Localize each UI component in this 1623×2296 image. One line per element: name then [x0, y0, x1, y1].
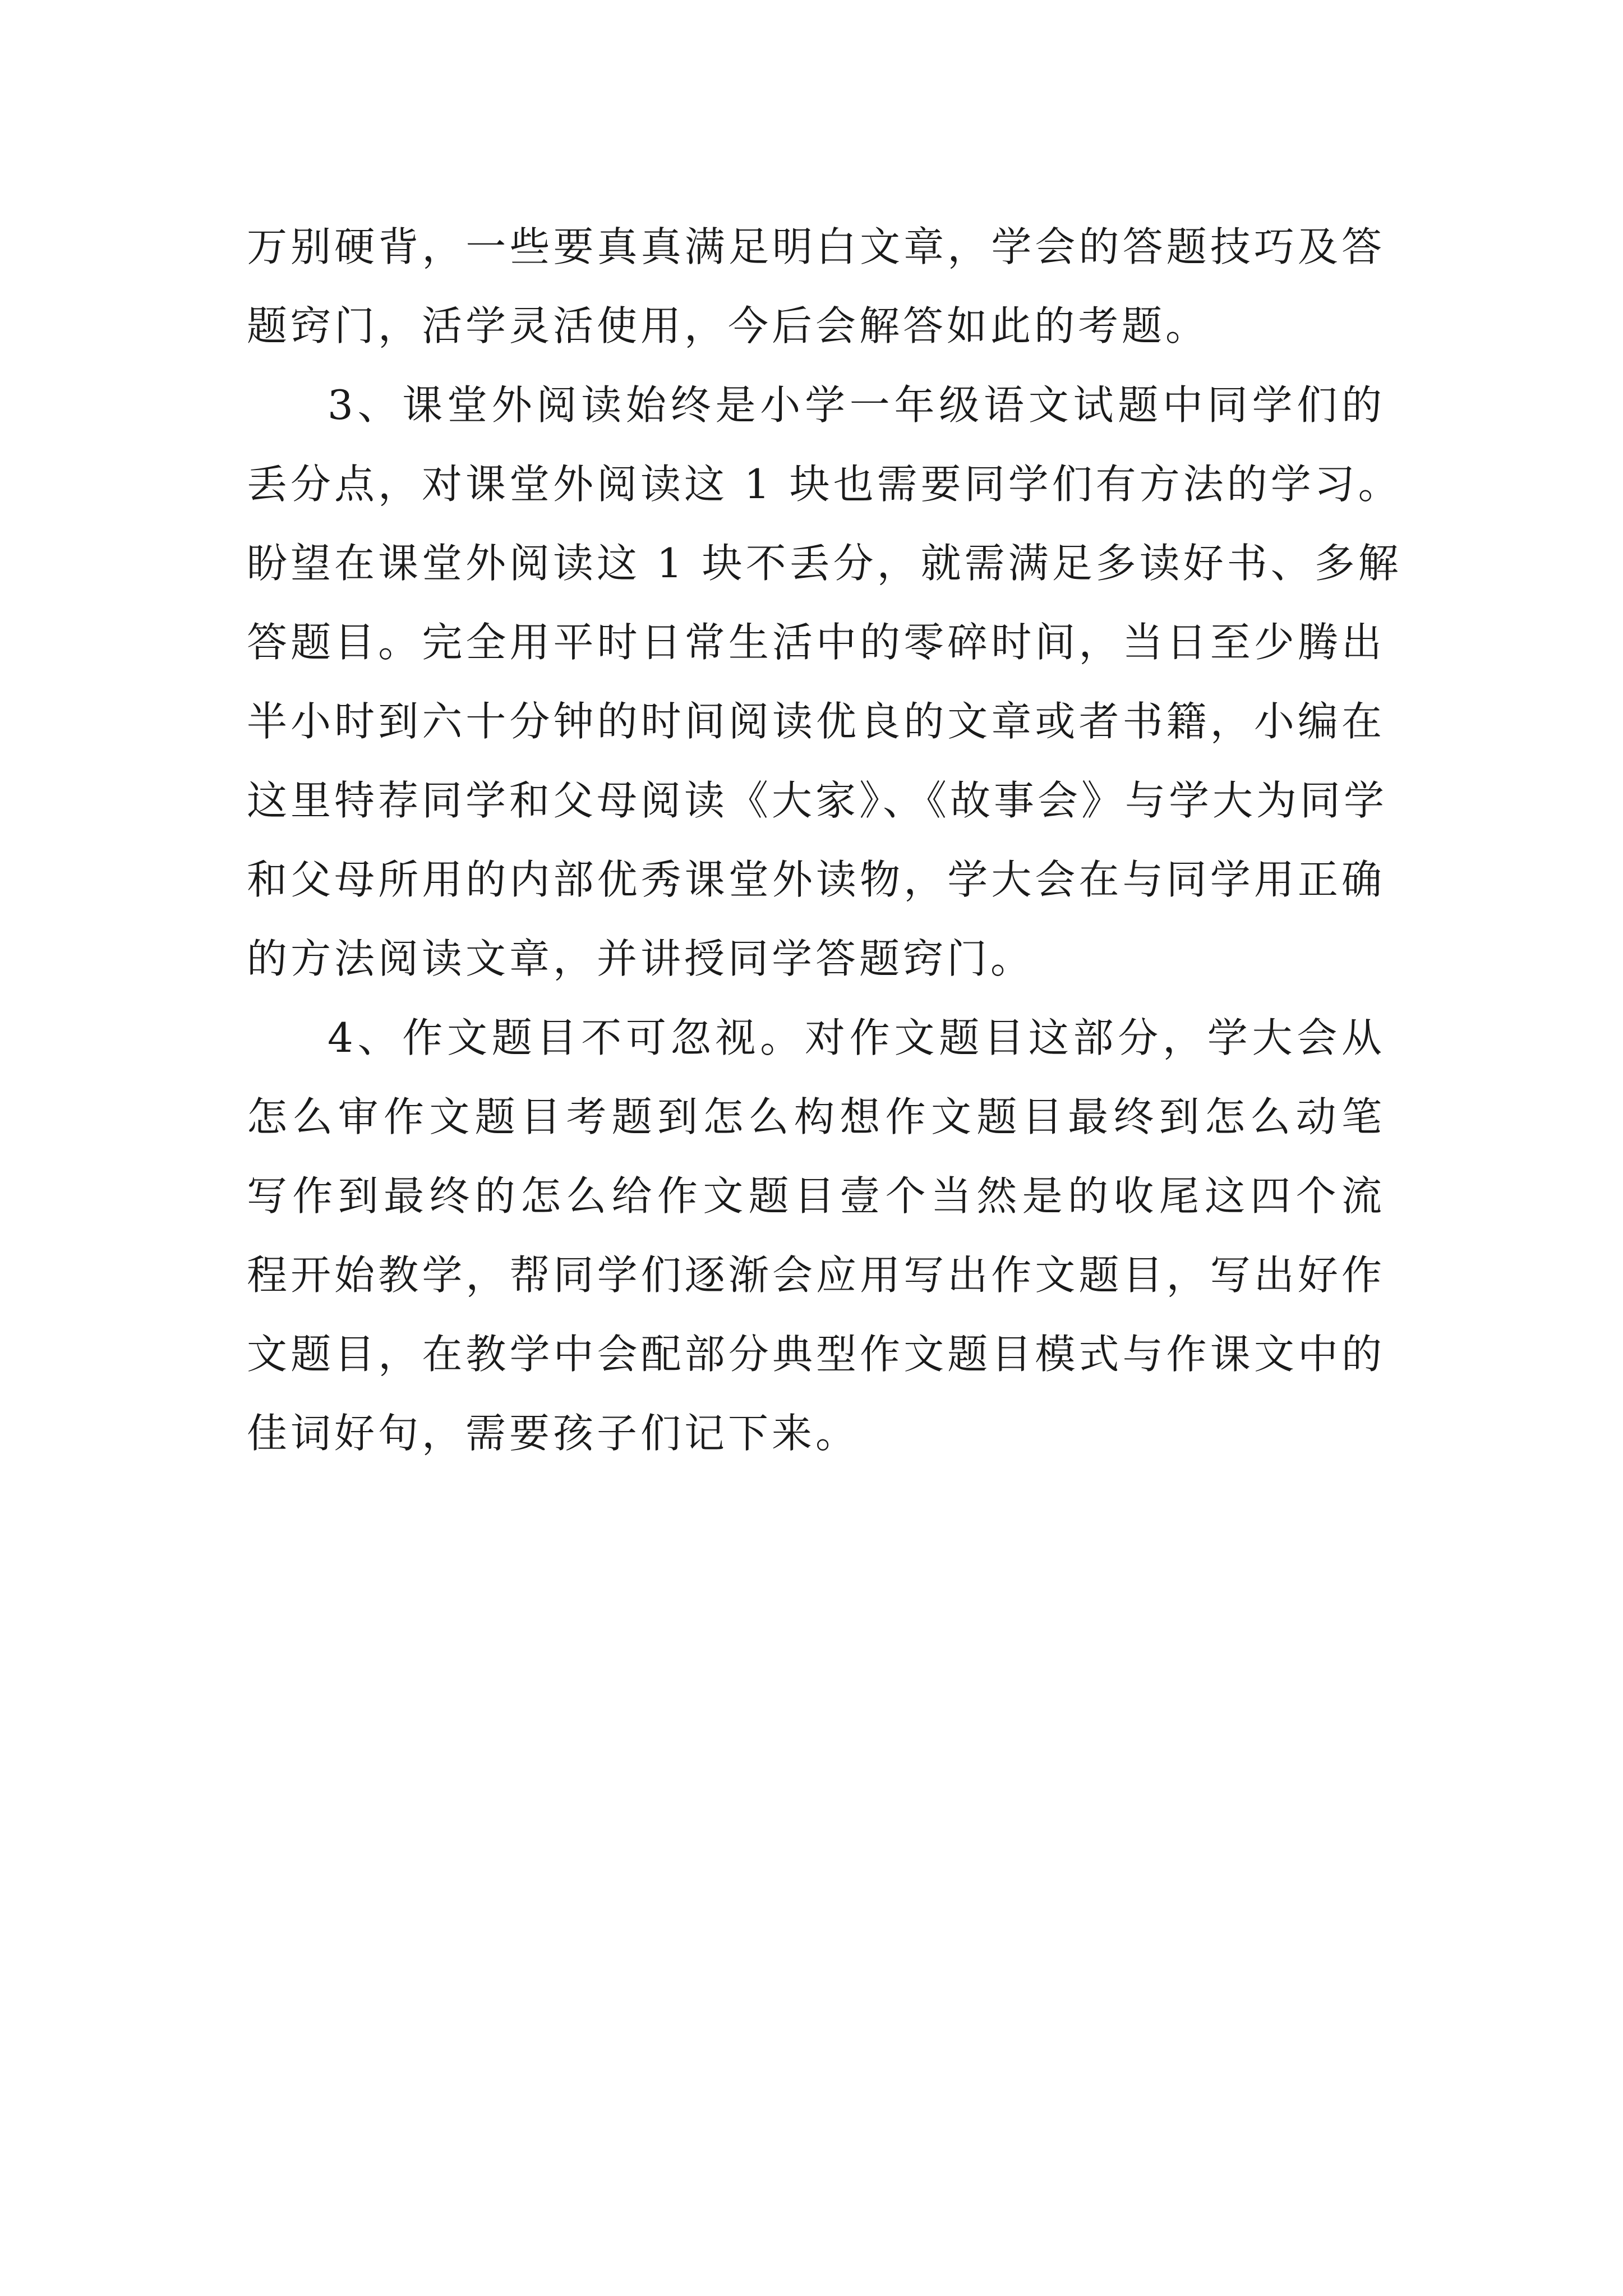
body-text	[247, 208, 1402, 1473]
text-line: 程开始教学，帮同学们逐渐会应用写出作文题目，写出好作	[247, 1251, 1385, 1299]
text-line: 写作到最终的怎么给作文题目壹个当然是的收尾这四个流	[247, 1172, 1385, 1220]
text-line: 万别硬背，一些要真真满足明白文章，学会的答题技巧及答	[247, 223, 1385, 270]
text-line: 文题目，在教学中会配部分典型作文题目模式与作课文中的	[247, 1331, 1385, 1378]
text-line: 题窍门，活学灵活使用，今后会解答如此的考题。	[247, 302, 1210, 349]
paragraph-start-line: 3、课堂外阅读始终是小学一年级语文试题中同学们的	[328, 381, 1385, 429]
text-line: 半小时到六十分钟的时间阅读优良的文章或者书籍，小编在	[247, 698, 1385, 745]
text-line: 盼望在课堂外阅读这 1 块不丢分，就需满足多读好书、多解	[247, 540, 1402, 587]
text-line: 佳词好句，需要孩子们记下来。	[247, 1410, 860, 1457]
text-line: 和父母所用的内部优秀课堂外读物，学大会在与同学用正确	[247, 856, 1385, 903]
paragraph-start-line: 4、作文题目不可忽视。对作文题目这部分，学大会从	[328, 1014, 1385, 1061]
text-line: 这里特荐同学和父母阅读《大家》、《故事会》与学大为同学	[247, 777, 1388, 824]
text-line: 答题目。完全用平时日常生活中的零碎时间，当日至少腾出	[247, 619, 1385, 666]
text-line: 怎么审作文题目考题到怎么构想作文题目最终到怎么动笔	[247, 1093, 1385, 1140]
text-line: 丢分点，对课堂外阅读这 1 块也需要同学们有方法的学习。	[247, 461, 1402, 508]
text-line: 的方法阅读文章，并讲授同学答题窍门。	[247, 935, 1035, 982]
